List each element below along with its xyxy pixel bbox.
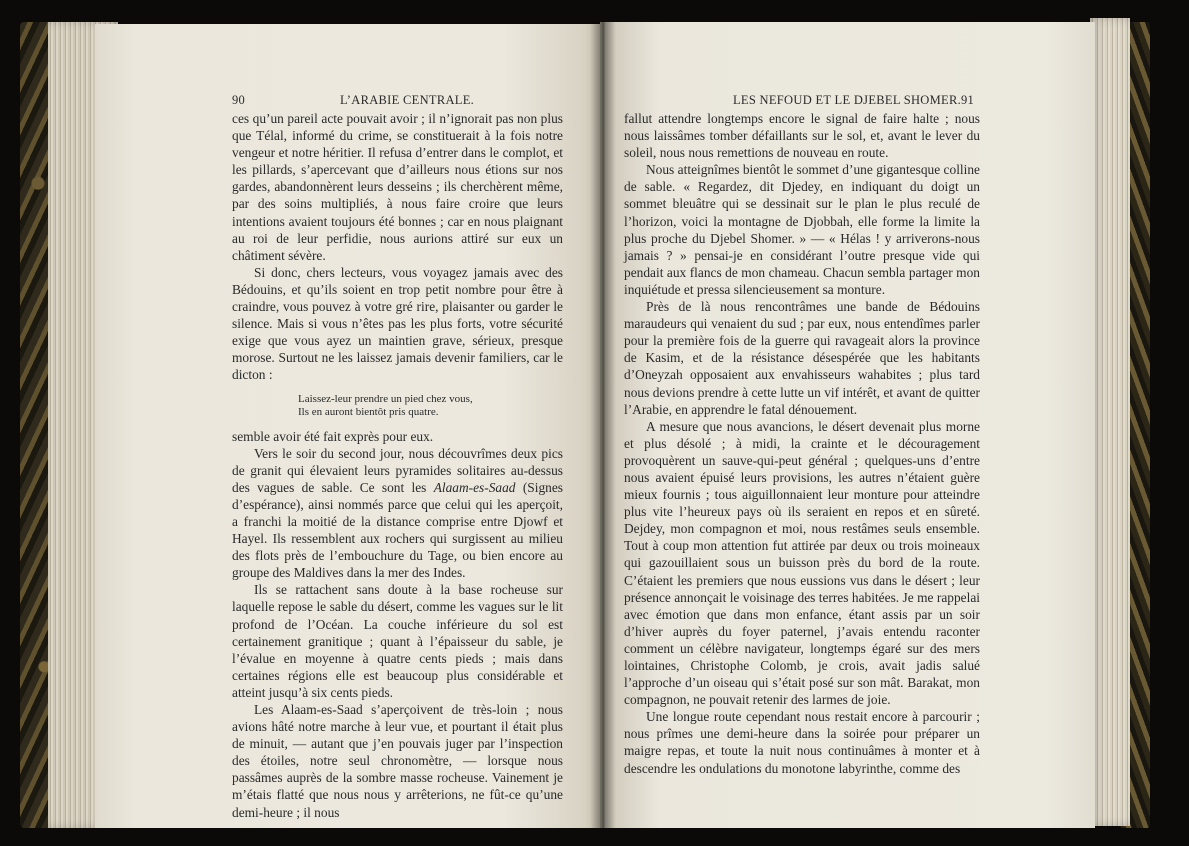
right-paragraph-2: Nous atteignîmes bientôt le sommet d’une gigantesque colline de sable. « Regardez, dit Djedey, en indiquant du doigt un sommet bleuâtre qui se dessinait sur le plan le plus reculé de l’horizon, voici la montagne de Djobbah, elle forme la limite la plus proche du Djebel Shomer. » — « Hélas ! y arriverons-nous jamais ? » pensai-je en considérant l’outre presque vide qui pendait aux flancs de mon chameau. Chacun sembla partager mon inquiétude et pressa silencieusement sa monture.: [624, 162, 980, 297]
proverb-quote: [298, 393, 563, 419]
right-paragraph-4: A mesure que nous avancions, le désert devenait plus morne et plus désolé ; à midi, la crainte et le découragement provoquèrent un sauve-qui-peut général ; quelques-uns d’entre nous avaient épuisé leurs provisions, les autres n’étaient guère mieux fournis ; tous aiguillonnaient leur monture pour atteindre plus vite l’heureux pays où ils seraient en repos et en sûreté. Dejdey, mon compagnon et moi, nous restâmes seuls ensemble. Tout à coup mon attention fut attirée par deux ou trois moineaux qui gazouillaient sous un buisson près du bord de la route. C’étaient les premiers que nous eussions vus dans le désert ; leur présence annonçait le voisinage des terres habitées. Je me rappelai avec émotion que dans mon enfance, étant assis par un soir d’hiver auprès du foyer paternel, j’avais entendu raconter comment un célèbre navigateur, longtemps égaré sur des mers lointaines, Christophe Colomb, je crois, avait jadis salué l’approche d’un oiseau qui s’était posé sur son mât. Barakat, mon compagnon, ne pouvait retenir des larmes de joie.: [624, 418, 980, 708]
left-paragraph-6: Les Alaam-es-Saad s’aperçoivent de très-loin ; nous avions hâté notre marche à leur vue, et pourtant il était plus de minuit, — autant que j’en pouvais juger par l’inspection des étoiles, notre seul chronomètre, — lorsque nous passâmes auprès de la sombre masse rocheuse. Vainement je m’étais flatté que nous nous y arrêterions, ne fût-ce qu’une demi-heure ; il nous: [232, 702, 563, 820]
left-paragraph-4-a: Vers le soir du second jour, nous découvrîmes deux pics de granit qui élevaient leurs pyramides solitaires au-dessus des vagues de sable. Ce sont les: [232, 445, 563, 495]
left-paragraph-1: ces qu’un pareil acte pouvait avoir ; il n’ignorait pas non plus que Télal, informé du crime, se constituerait à la fois notre vengeur et notre héritier. Il refusa d’entrer dans le complot, et les pillards, s’apercevant que d’ailleurs nous étions sur nos gardes, abandonnèrent leurs desseins ; ils cherchèrent même, par des soins multipliés, à nous faire croire que leurs intentions avaient toujours été bonnes ; car en nous plaignant au roi de leur perfidie, nous aurions attiré sur eux un châtiment sévère.: [232, 111, 563, 263]
left-running-head: L’ARABIE CENTRALE.: [340, 93, 475, 107]
quote-line-2: Ils en auront bientôt pris quatre.: [298, 405, 439, 418]
right-paragraph-1: fallut attendre longtemps encore le signal de faire halte ; nous nous laissâmes tomber défaillants sur le sol, et, avant le lever du soleil, nous nous remettions de nouveau en route.: [624, 111, 980, 161]
italic-term: Alaam-es-Saad: [433, 479, 516, 495]
right-page-number: 91: [961, 93, 975, 107]
right-paragraph-5: Une longue route cependant nous restait encore à parcourir ; nous prîmes une demi-heure dans la soirée pour préparer un maigre repas, et toute la nuit nous continuâmes à monter et à descendre les ondulations du monotone labyrinthe, comme des: [624, 709, 980, 776]
left-paragraph-4: [232, 445, 563, 582]
left-paragraph-4-b: (Signes d’espérance), ainsi nommés parce que celui qui les aperçoit, a franchi la moitié de la distance comprise entre Djowf et Hayel. Ils ressemblent aux rochers qui surgissent au milieu des flots près de l’embouchure du Tage, ou bien encore au groupe des Maldives dans la mer des Indes.: [232, 479, 563, 581]
left-paragraph-3: semble avoir été fait exprès pour eux.: [232, 428, 434, 444]
left-page: [95, 24, 605, 828]
left-page-number: 90: [232, 93, 246, 107]
right-page-body: [624, 110, 980, 777]
right-page: [600, 22, 1095, 828]
left-page-body: [232, 110, 563, 821]
right-paragraph-3: Près de là nous rencontrâmes une bande de Bédouins maraudeurs qui venaient du sud ; par eux, nous entendîmes parler pour la première fois de la guerre qui ravageait alors la province de Kasim, et de la résistance désespérée que les habitants d’Oneyzah opposaient aux envahisseurs wahabites ; plus tard nous devions prendre à cette lutte un vif intérêt, et avant de quitter l’Arabie, en apprendre le fatal dénouement.: [624, 299, 980, 417]
left-paragraph-5: Ils se rattachent sans doute à la base rocheuse sur laquelle repose le sable du désert, comme les vagues sur le lit profond de l’Océan. La couche inférieure du sol est certainement granitique ; quant à l’épaisseur du sable, je l’évalue en moyenne à quatre cents pieds ; mais dans certaines régions elle est beaucoup plus considérable et atteint jusqu’à six cents pieds.: [232, 582, 563, 700]
right-running-head: LES NEFOUD ET LE DJEBEL SHOMER.: [733, 93, 962, 107]
page-edges-right: [1090, 18, 1130, 826]
left-paragraph-2: Si donc, chers lecteurs, vous voyagez jamais avec des Bédouins, et qu’ils soient en trop petit nombre pour être à craindre, vous pouvez à votre gré rire, plaisanter ou garder le silence. Mais si vous n’êtes pas les plus forts, votre sécurité exige que vous ayez un maintien grave, sérieux, presque morose. Surtout ne les laissez jamais devenir familiers, car le dicton :: [232, 264, 563, 383]
book-gutter: [590, 22, 616, 828]
quote-line-1: Laissez-leur prendre un pied chez vous,: [298, 392, 473, 405]
